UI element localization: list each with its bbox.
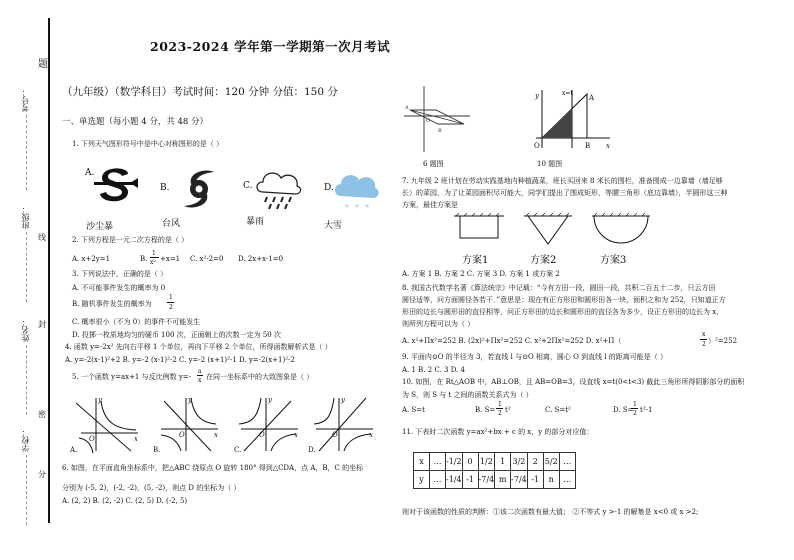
q3-option-c: C. 概率很小（不为 0）的事件不可能发生 [72,318,201,326]
q6-figure-label: 6 题图 [423,160,444,168]
q2-option-d: D. 2x+x-1=0 [238,255,284,263]
q10-fig-x: x [606,142,610,150]
q6-fig-point-a: A [405,105,409,111]
q5-graph-c [239,398,298,451]
q1-caption-c: 暴雨 [246,216,265,226]
q7-scheme-3: 方案3 [600,255,627,266]
q5-frac-num: a [198,368,202,375]
q7-scheme-1: 方案1 [462,255,489,266]
q10-fig-y: y [535,92,539,100]
q7-scheme-2: 方案2 [530,255,557,266]
q8-line-1: 8. 我国古代数学名著《算法统宗》中记载：“今有方田一段，圆田一段，共积二百五十二步，只云方田 [402,284,716,292]
q11-table [413,452,576,489]
q3-option-b: B. 随机事件发生的概率为 [72,300,152,308]
name-label: 姓名： [21,318,30,342]
q2-option-b-prefix: B. [140,255,148,263]
table-cell: 1 [495,453,511,471]
q5-a-x: x [134,435,138,443]
q6-fig-point-b: B [438,128,442,134]
q10-b-den: 2 [498,410,502,417]
table-cell: 3/2 [511,453,528,471]
table-cell: -7/4 [478,471,495,489]
q1-caption-b: 台风 [162,218,181,228]
table-cell: -1 [527,471,543,489]
q2-option-a: A. x+2y=1 [72,255,111,263]
q5-text: 5. 一个函数 y=ax+1 与反比例数 y=- [72,373,192,381]
q3-text: 3. 下列说法中，正确的是（ ） [72,270,168,278]
name-line [26,345,27,415]
q6-text: 6. 如图，在平面直角坐标系中，把△ABC 绕原点 O 旋转 180° 得到△CDA，点 A，B，C 的坐标 [62,464,364,472]
q5-b-x: x [214,431,218,439]
page-subtitle: （九年级）（数学科目）考试时间：120 分钟 分值：150 分 [62,86,338,98]
table-cell: -1 [462,471,478,489]
binding-line [48,18,50,523]
q5-label-b: B. [153,446,161,454]
q6-figure [402,84,472,154]
page-title: 2023-2024 学年第一学期第一次月考试 [150,39,391,54]
q10-d-den: 2 [633,410,637,417]
table-cell: 5/2 [543,453,559,471]
q5-d-y: y [341,396,345,404]
q10-figure [532,86,612,152]
q9-options: A. 1 B. 2 C. 3 D. 4 [402,366,465,374]
table-row [414,453,576,471]
table-cell: … [430,453,446,471]
class-label: 班级： [21,205,30,229]
q4-text: 4. 函数 y=-2x² 先向右平移 1 个单位，再向下平移 2 个单位，所得函数解析式是（ ） [65,343,332,351]
q3-option-d: D. 投掷一枚质地均匀的硬币 100 次，正面朝上的次数一定为 50 次 [72,331,281,339]
q1-option-c-label: C. [243,181,253,191]
q10-fig-a: A [589,94,595,102]
q5-graph-d [314,398,373,451]
q10-fig-line: x=t [562,90,573,97]
sandstorm-icon [94,164,138,204]
q10-option-b-suffix: t² [505,406,511,414]
table-cell: 1/2 [478,453,495,471]
table-cell: … [430,471,446,489]
table-cell: -1/2 [446,453,463,471]
q11-text: 11. 下表时二次函数 y=ax²+bx + c 的 x，y 的部分对应值： [402,428,594,436]
q5-c-y: y [268,396,272,404]
table-cell: y [414,471,430,489]
q2-text: 2. 下列方程是一元二次方程的是（ ） [72,236,189,244]
q5-graph-b [161,398,218,451]
q1-option-b-label: B. [160,183,170,193]
q8-line-2: 圆径适等，问方面圆径各若干．”意思是：现在有正方形田和圆形田各一块，面积之和为 252，只知道正方 [402,296,726,304]
exam-no-label: 考号： [21,88,30,112]
q1-option-d-label: D. [324,183,334,193]
q1-caption-d: 大雪 [324,220,343,230]
q10-fig-o: O [534,142,540,150]
q10-line-1: 10. 如图，在 Rt△AOB 中，AB⊥OB，且 AB=OB=3，设直线 x=t(0<t<3) 截此三角形所得阴影部分的面积 [402,378,745,386]
q5-a-y: y [98,396,102,404]
q3-option-a: A. 不可能事件发生的概率为 0 [72,284,166,292]
table-cell: 2 [527,453,543,471]
q10-b-num: 1 [498,401,502,408]
q10-option-d-prefix: D. S= [613,406,634,414]
svg-text:*: * [365,203,369,212]
q10-d-num: 1 [633,401,637,408]
q5-b-o: O [179,431,185,439]
typhoon-icon [176,168,222,210]
q5-d-x: x [369,431,373,439]
q9-text: 9. 平面内⊙O 的半径为 3，若直线 l 与⊙O 相离，圆心 O 到直线 l 的距离可能是（ ） [402,353,668,361]
q8-d-den: 2 [702,341,706,348]
q7-line-2: 长）的菜园，为了让菜园面积尽可能大，同学们提出了围成矩形，等腰三角形（底边靠墙），半圆形这三种 [402,189,728,197]
q5-a-o: O [89,435,95,443]
table-cell: x [414,453,430,471]
q4-options: A. y=-2(x-1)²+2 B. y=-2 (x-1)²-2 C. y=-2 (x+1)²-1 D. y=-2(x+1)²-2 [65,356,295,364]
table-row [414,471,576,489]
q5-c-o: O [259,431,265,439]
q8-options: A. x²+Πx²=252 B. (2x)²+Πx²=252 C. x²+2Πx²=252 D. x²+Π（ [402,337,622,345]
q5-graphs [76,393,376,455]
q5-d-o: O [332,431,338,439]
q2-b-num: 1 [152,250,156,257]
q2-option-c: C. x²-2=0 [190,255,224,263]
class-line [26,232,27,302]
q7-line-3: 方案，最佳方案是 [402,201,458,209]
school-line [26,455,27,525]
q3-b-num: 1 [169,294,173,301]
table-cell: … [559,453,575,471]
q8-line-4: 则所列方程可以为（ ） [402,320,475,328]
q5-frac-den: x [198,377,202,384]
section-heading: 一、单选题（每小题 4 分，共 48 分） [62,117,209,127]
svg-text:*: * [345,203,349,212]
q3-b-den: 2 [169,304,173,311]
q10-option-b-prefix: B. S= [475,406,496,414]
q5-c-x: x [294,431,298,439]
q5-label-a: A. [70,446,78,454]
table-cell: -1/4 [446,471,463,489]
q1-option-a-label: A. [85,168,95,178]
q10-option-c: C. S=t² [545,406,571,414]
q5-b-y: y [188,396,192,404]
q8-options-suffix: ）²=252 [708,337,738,345]
q8-d-num: x [702,331,706,338]
q10-line-2: 为 S，则 S 与 t 之间的函数关系式为（ ） [402,391,533,399]
q10-option-d-suffix: t²-1 [640,406,653,414]
margin-mark-ti: 题 [38,59,48,70]
q5-label-d: D. [308,446,316,454]
table-cell: -7/4 [511,471,528,489]
snow-cloud-icon [333,168,379,212]
q6-text-2: 分别为 (-5, 2)，(-2, -2)，(5, -2)，则点 D 的坐标为（ ） [62,484,241,492]
q10-option-a: A. S=t [402,406,425,414]
q5-text-2: 在同一坐标系中的大致图象是（ ） [206,373,314,381]
margin-mark-fen: 分 [38,470,46,479]
q5-graph-a [76,398,138,453]
table-cell: … [559,471,575,489]
q10-fig-b: B [585,142,591,150]
q6-options: A. (2, 2) B. (2, -2) C. (2, 5) D. (-2, 5) [62,497,188,505]
margin-mark-xian: 线 [38,233,46,242]
q8-line-3: 形田的边长与圆形田的直径相等，问正方形田的边长和圆形田的直径各为多少，设正方形田的边长为 x， [402,308,724,316]
table-cell: m [495,471,511,489]
rain-cloud-icon [253,166,305,210]
svg-text:*: * [355,203,359,212]
q2-b-den: x² [150,259,156,266]
exam-no-line [26,115,27,190]
q2-option-b-suffix: +x=1 [160,255,181,263]
q10-figure-label: 10 题图 [537,160,563,168]
margin-mark-feng: 封 [38,320,46,329]
school-label: 学校： [21,428,30,452]
table-cell: n [543,471,559,489]
q1-text: 1. 下列天气图形符号中是中心对称图形的是（ ） [72,140,224,148]
q6-fig-origin: O [426,118,431,124]
q5-label-c: C. [234,446,242,454]
q11-footer: 则对于该函数的性质的判断：①该二次函数有最大值； ②不等式 y >-1 的解集是 x<0 或 x >2; [402,508,699,516]
q1-caption-a: 沙尘暴 [86,221,114,231]
q7-line-1: 7. 九年级 2 班计划在劳动实践基地内种植蔬菜，班长买回来 8 米长的围栏，准备围成一边靠墙（墙足够 [402,177,723,185]
q7-options: A. 方案 1 B. 方案 2 C. 方案 3 D. 方案 1 或方案 2 [402,270,560,278]
table-cell: 0 [462,453,478,471]
margin-mark-mi: 密 [38,410,46,419]
